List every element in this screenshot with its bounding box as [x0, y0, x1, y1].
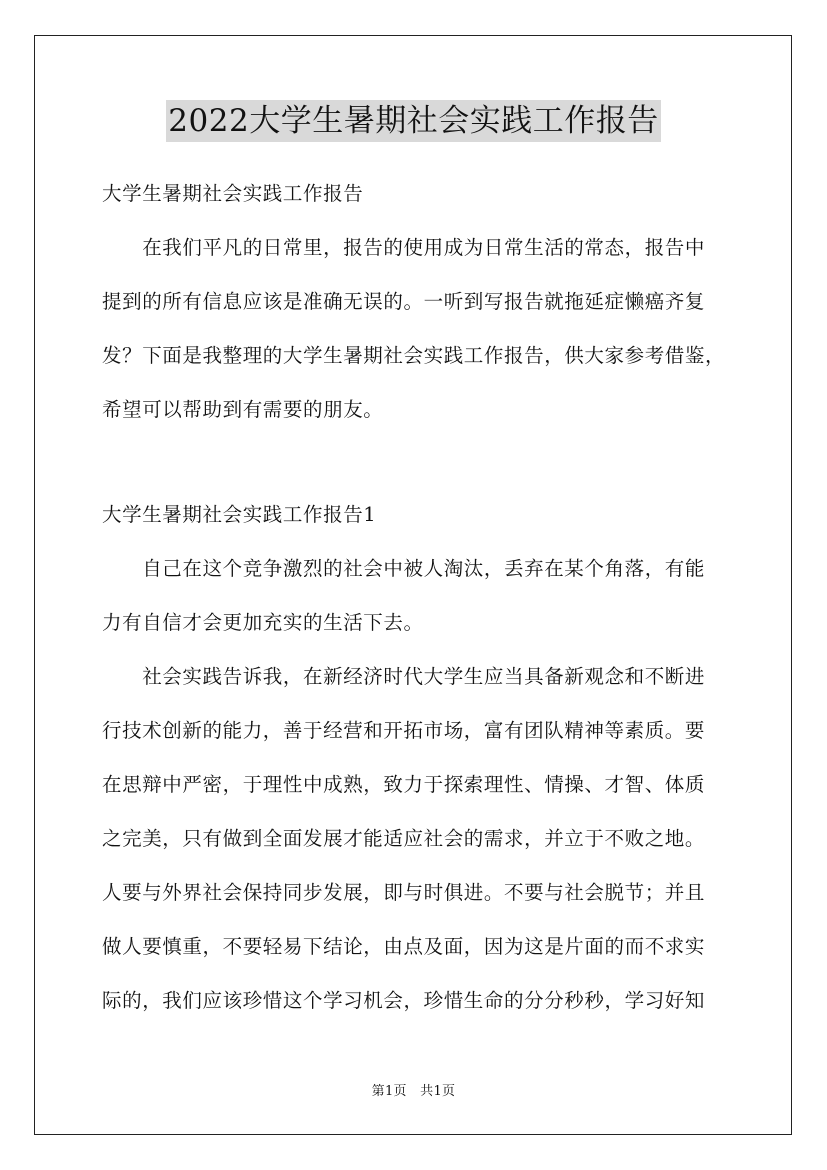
body-paragraph-2: [102, 650, 742, 1028]
paragraph-line: 做人要慎重，不要轻易下结论，由点及面，因为这是片面的而不求实: [102, 935, 706, 958]
section-heading: 大学生暑期社会实践工作报告1: [102, 503, 377, 526]
intro-line: 提到的所有信息应该是准确无误的。一听到写报告就拖延症懒癌齐复: [102, 290, 706, 313]
intro-paragraph: [102, 221, 742, 437]
paragraph-line: 自己在这个竞争激烈的社会中被人淘汰，丢弃在某个角落，有能: [102, 557, 706, 580]
paragraph-line: 社会实践告诉我，在新经济时代大学生应当具备新观念和不断进: [102, 665, 706, 688]
document-body: [102, 167, 742, 1028]
paragraph-line: 在思辩中严密，于理性中成熟，致力于探索理性、情操、才智、体质: [102, 773, 706, 796]
body-paragraph-1: [102, 542, 742, 650]
paragraph-line: 人要与外界社会保持同步发展，即与时俱进。不要与社会脱节；并且: [102, 881, 706, 904]
paragraph-line: 行技术创新的能力，善于经营和开拓市场，富有团队精神等素质。要: [102, 719, 706, 742]
paragraph-line: 际的，我们应该珍惜这个学习机会，珍惜生命的分分秒秒，学习好知: [102, 989, 706, 1012]
page-footer: 第1页 共1页: [371, 1084, 456, 1099]
document-title: 2022大学生暑期社会实践工作报告: [166, 100, 660, 142]
document-subtitle: 大学生暑期社会实践工作报告: [102, 182, 364, 205]
intro-line: 希望可以帮助到有需要的朋友。: [102, 398, 384, 421]
intro-line: 发？下面是我整理的大学生暑期社会实践工作报告，供大家参考借鉴，: [102, 344, 726, 367]
title-container: [0, 100, 827, 142]
paragraph-spacer: [102, 437, 742, 488]
intro-line: 在我们平凡的日常里，报告的使用成为日常生活的常态，报告中: [102, 236, 706, 259]
paragraph-line: 之完美，只有做到全面发展才能适应社会的需求，并立于不败之地。: [102, 827, 706, 850]
paragraph-line: 力有自信才会更加充实的生活下去。: [102, 611, 424, 634]
